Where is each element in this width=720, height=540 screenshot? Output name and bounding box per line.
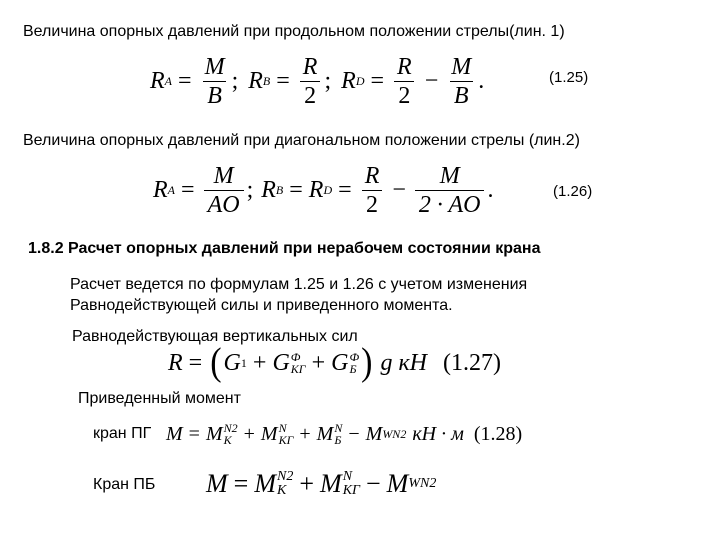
- label-moment: Приведенный момент: [78, 390, 241, 407]
- heading-diagonal: Величина опорных давлений при диагональном положении стрелы (лин.2): [23, 132, 580, 149]
- label-crane-pb: Кран ПБ: [93, 476, 156, 493]
- label-crane-pg: кран ПГ: [93, 425, 152, 442]
- section-title: 1.8.2 Расчет опорных давлений при нерабочем состоянии крана: [28, 240, 541, 257]
- heading-longitudinal: Величина опорных давлений при продольном положении стрелы(лин. 1): [23, 23, 565, 40]
- equation-1-28: M = M N2 K + M N КГ + M N Б − M WN2 кН · м (1.28): [166, 421, 523, 447]
- equation-number-1-27: (1.27): [443, 350, 501, 376]
- symbol-rb: R: [261, 177, 276, 203]
- fraction-r-over-2b: $\frac{R}{2}$: [393, 55, 416, 108]
- equation-1-26: R A = $\frac{M}{AO}$ ; R B = R D = $\frac{R}{2}$ − $\frac{M}{2 \cdot AO}$ .: [153, 162, 494, 218]
- symbol-rd: R: [341, 68, 356, 94]
- fraction-m-over-ao: $\frac{M}{AO}$: [204, 164, 244, 217]
- symbol-ra: R: [150, 68, 165, 94]
- fraction-r-over-2: $\frac{R}{2}$: [299, 55, 322, 108]
- symbol-rb: R: [248, 68, 263, 94]
- symbol-rd: R: [308, 177, 324, 203]
- fraction-m-over-b: $\frac{M}{B}$: [204, 53, 225, 109]
- equation-number-1-26: (1.26): [553, 183, 593, 200]
- equation-1-27: R = ( G 1 + G Ф КГ + G Ф Б ) g кH (1.27): [168, 341, 501, 384]
- equation-crane-pb: M = M N2 K + M N КГ − M WN2: [206, 469, 437, 498]
- label-resultant: Равнодействующая вертикальных сил: [72, 328, 358, 345]
- paragraph-line-2: Равнодействующей силы и приведенного момента.: [70, 297, 453, 314]
- fraction-r-over-2: $\frac{R}{2}$: [361, 164, 384, 217]
- symbol-ra: R: [153, 177, 168, 203]
- equation-number-1-28: (1.28): [473, 423, 523, 445]
- equation-1-25: R A = $\frac{M}{B}$ ; R B = $\frac{R}{2}$ ; R D = $\frac{R}{2}$ − $\frac{M}{B}$ .: [150, 53, 485, 109]
- subscript-a: A: [164, 74, 173, 88]
- paragraph-line-1: Расчет ведется по формулам 1.25 и 1.26 с учетом изменения: [70, 276, 528, 293]
- symbol-r: R: [168, 350, 183, 376]
- separator: ;: [231, 68, 239, 94]
- equals-sign: =: [178, 68, 192, 94]
- fraction-m-over-b2: $\frac{M}{B}$: [451, 53, 472, 109]
- fraction-m-over-2ao: $\frac{M}{2 \cdot AO}$: [415, 164, 485, 217]
- equation-number-1-25: (1.25): [549, 69, 589, 86]
